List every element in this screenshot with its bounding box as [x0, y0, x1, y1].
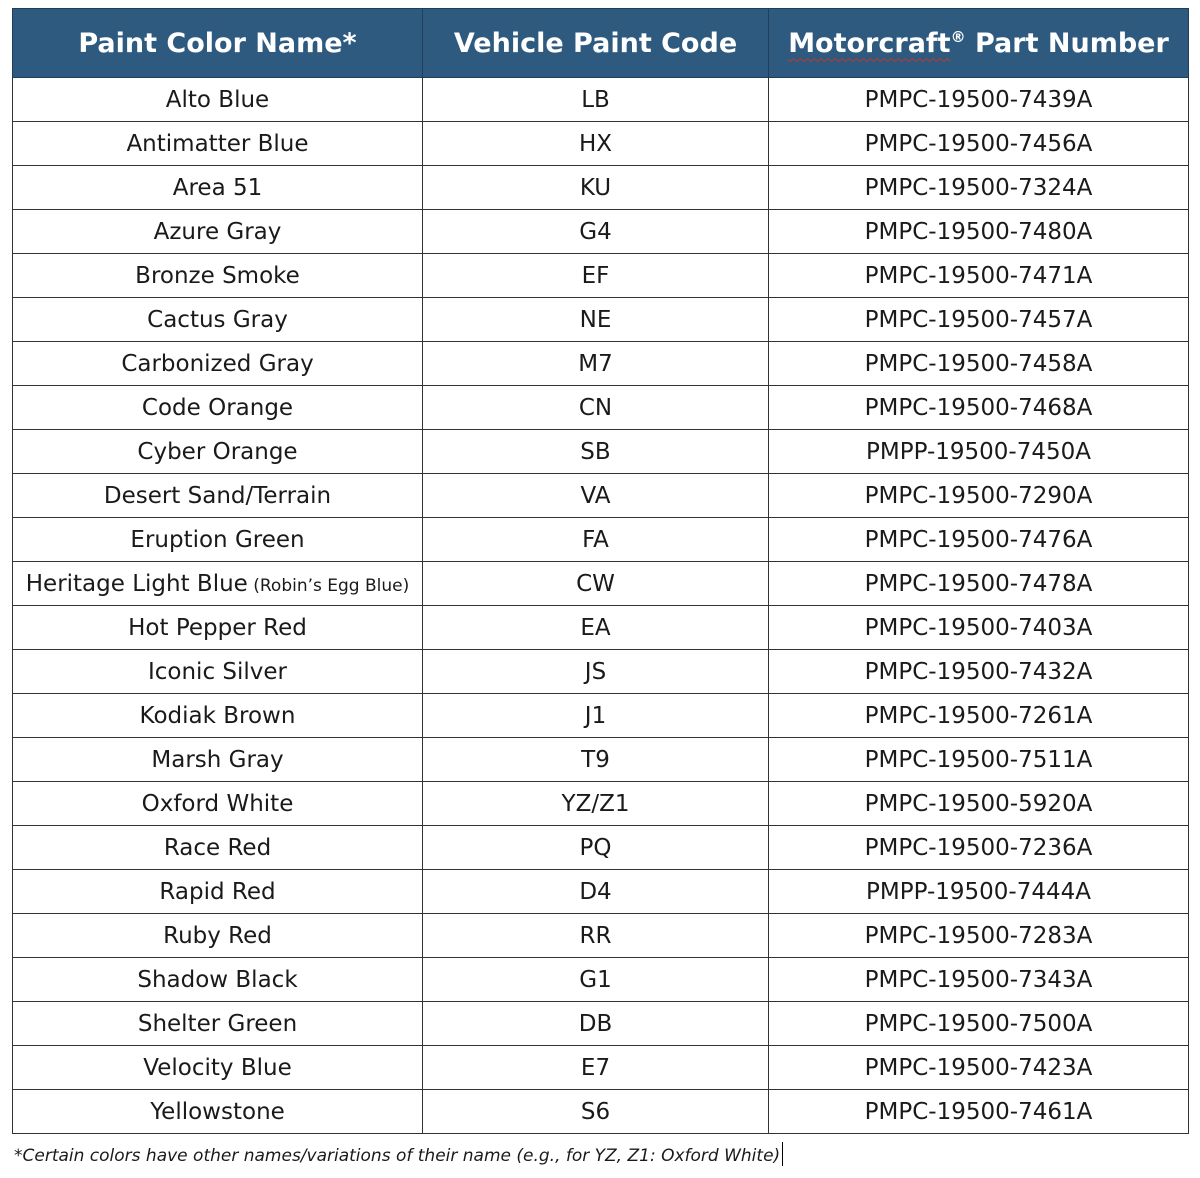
paint-color-name: Race Red — [163, 834, 272, 861]
paint-color-name: Carbonized Gray — [121, 350, 314, 377]
header-vehicle-paint-code: Vehicle Paint Code — [423, 9, 769, 78]
paint-color-name-cell — [13, 606, 423, 650]
vehicle-paint-code: JS — [423, 650, 769, 694]
part-number: PMPP-19500-7450A — [769, 430, 1189, 474]
paint-color-name-cell — [13, 958, 423, 1002]
paint-color-name-cell — [13, 386, 423, 430]
paint-color-name: Heritage Light Blue — [25, 570, 248, 597]
header-part-number — [769, 9, 1189, 78]
paint-color-name-cell — [13, 1090, 423, 1134]
paint-color-name: Rapid Red — [159, 878, 276, 905]
paint-color-name: Antimatter Blue — [126, 130, 309, 157]
part-number: PMPC-19500-7476A — [769, 518, 1189, 562]
table-row — [13, 430, 1189, 474]
part-number: PMPC-19500-7500A — [769, 1002, 1189, 1046]
paint-color-name-cell — [13, 694, 423, 738]
header-part-number-label: Part Number — [965, 27, 1169, 59]
part-number: PMPC-19500-7403A — [769, 606, 1189, 650]
paint-color-name-cell — [13, 826, 423, 870]
paint-color-name: Iconic Silver — [147, 658, 288, 685]
vehicle-paint-code: PQ — [423, 826, 769, 870]
paint-color-name-cell — [13, 78, 423, 122]
paint-color-name: Desert Sand/Terrain — [103, 482, 332, 509]
paint-color-name: Shadow Black — [137, 966, 298, 993]
vehicle-paint-code: G4 — [423, 210, 769, 254]
table-row — [13, 738, 1189, 782]
vehicle-paint-code: HX — [423, 122, 769, 166]
vehicle-paint-code: KU — [423, 166, 769, 210]
header-paint-color-name: Paint Color Name* — [13, 9, 423, 78]
paint-color-name: Cactus Gray — [147, 306, 288, 333]
table-row — [13, 606, 1189, 650]
table-body — [13, 78, 1189, 1134]
paint-color-name: Bronze Smoke — [135, 262, 300, 289]
table-row — [13, 870, 1189, 914]
paint-color-name: Cyber Orange — [137, 438, 298, 465]
vehicle-paint-code: DB — [423, 1002, 769, 1046]
paint-color-alt-name: (Robin’s Egg Blue) — [247, 575, 410, 596]
part-number: PMPC-19500-7468A — [769, 386, 1189, 430]
part-number: PMPC-19500-7456A — [769, 122, 1189, 166]
paint-color-name: Code Orange — [141, 394, 294, 421]
paint-color-name: Marsh Gray — [151, 746, 284, 773]
table-row — [13, 386, 1189, 430]
part-number: PMPC-19500-7261A — [769, 694, 1189, 738]
vehicle-paint-code: M7 — [423, 342, 769, 386]
table-row — [13, 254, 1189, 298]
table-row — [13, 474, 1189, 518]
part-number: PMPC-19500-7324A — [769, 166, 1189, 210]
table-row — [13, 298, 1189, 342]
vehicle-paint-code: YZ/Z1 — [423, 782, 769, 826]
vehicle-paint-code: J1 — [423, 694, 769, 738]
paint-color-name-cell — [13, 914, 423, 958]
vehicle-paint-code: EA — [423, 606, 769, 650]
footnote — [14, 1142, 783, 1166]
paint-color-name-cell — [13, 210, 423, 254]
paint-color-name: Yellowstone — [150, 1098, 285, 1125]
part-number: PMPC-19500-7457A — [769, 298, 1189, 342]
part-number: PMPC-19500-7461A — [769, 1090, 1189, 1134]
paint-color-name-cell — [13, 782, 423, 826]
table-row — [13, 782, 1189, 826]
vehicle-paint-code: T9 — [423, 738, 769, 782]
vehicle-paint-code: LB — [423, 78, 769, 122]
vehicle-paint-code: S6 — [423, 1090, 769, 1134]
part-number: PMPC-19500-7458A — [769, 342, 1189, 386]
paint-color-name: Ruby Red — [163, 922, 272, 949]
vehicle-paint-code: EF — [423, 254, 769, 298]
table-row — [13, 562, 1189, 606]
part-number: PMPC-19500-7290A — [769, 474, 1189, 518]
part-number: PMPC-19500-7343A — [769, 958, 1189, 1002]
vehicle-paint-code: SB — [423, 430, 769, 474]
table-row — [13, 1046, 1189, 1090]
table-row — [13, 210, 1189, 254]
table-row — [13, 914, 1189, 958]
table-row — [13, 826, 1189, 870]
text-cursor — [782, 1142, 783, 1166]
table-row — [13, 650, 1189, 694]
vehicle-paint-code: G1 — [423, 958, 769, 1002]
paint-color-name-cell — [13, 650, 423, 694]
paint-color-name-cell — [13, 298, 423, 342]
table-row — [13, 1002, 1189, 1046]
table-row — [13, 694, 1189, 738]
paint-color-name-cell — [13, 430, 423, 474]
table-row — [13, 958, 1189, 1002]
paint-color-name: Kodiak Brown — [139, 702, 296, 729]
vehicle-paint-code: CW — [423, 562, 769, 606]
paint-color-name: Hot Pepper Red — [128, 614, 307, 641]
part-number: PMPC-19500-5920A — [769, 782, 1189, 826]
paint-color-name: Eruption Green — [130, 526, 305, 553]
vehicle-paint-code: D4 — [423, 870, 769, 914]
paint-color-name-cell — [13, 1002, 423, 1046]
header-row — [13, 9, 1189, 78]
footnote-text: *Certain colors have other names/variations of their name (e.g., for YZ, Z1: Oxford White) — [14, 1146, 781, 1166]
part-number: PMPC-19500-7478A — [769, 562, 1189, 606]
part-number: PMPP-19500-7444A — [769, 870, 1189, 914]
paint-color-name: Azure Gray — [153, 218, 282, 245]
part-number: PMPC-19500-7283A — [769, 914, 1189, 958]
part-number: PMPC-19500-7439A — [769, 78, 1189, 122]
paint-color-name-cell — [13, 1046, 423, 1090]
vehicle-paint-code: E7 — [423, 1046, 769, 1090]
table-row — [13, 166, 1189, 210]
paint-color-name-cell — [13, 122, 423, 166]
paint-color-name-cell — [13, 562, 423, 606]
vehicle-paint-code: FA — [423, 518, 769, 562]
part-number: PMPC-19500-7480A — [769, 210, 1189, 254]
table-row — [13, 122, 1189, 166]
header-brand-motorcraft: Motorcraft — [788, 27, 951, 59]
paint-color-name: Shelter Green — [137, 1010, 298, 1037]
paint-color-name: Velocity Blue — [143, 1054, 292, 1081]
paint-color-name-cell — [13, 870, 423, 914]
registered-mark: ® — [950, 27, 966, 46]
vehicle-paint-code: VA — [423, 474, 769, 518]
vehicle-paint-code: CN — [423, 386, 769, 430]
table-header — [13, 9, 1189, 78]
paint-color-name-cell — [13, 254, 423, 298]
table-row — [13, 78, 1189, 122]
paint-color-name-cell — [13, 518, 423, 562]
vehicle-paint-code: RR — [423, 914, 769, 958]
part-number: PMPC-19500-7471A — [769, 254, 1189, 298]
paint-color-name-cell — [13, 166, 423, 210]
part-number: PMPC-19500-7511A — [769, 738, 1189, 782]
paint-color-name: Area 51 — [172, 174, 263, 201]
paint-color-name-cell — [13, 738, 423, 782]
paint-color-table — [12, 8, 1189, 1134]
table-row — [13, 518, 1189, 562]
table-row — [13, 342, 1189, 386]
table-row — [13, 1090, 1189, 1134]
part-number: PMPC-19500-7432A — [769, 650, 1189, 694]
paint-color-name: Oxford White — [141, 790, 294, 817]
paint-color-name-cell — [13, 474, 423, 518]
part-number: PMPC-19500-7423A — [769, 1046, 1189, 1090]
paint-color-name: Alto Blue — [165, 86, 270, 113]
vehicle-paint-code: NE — [423, 298, 769, 342]
part-number: PMPC-19500-7236A — [769, 826, 1189, 870]
paint-color-name-cell — [13, 342, 423, 386]
